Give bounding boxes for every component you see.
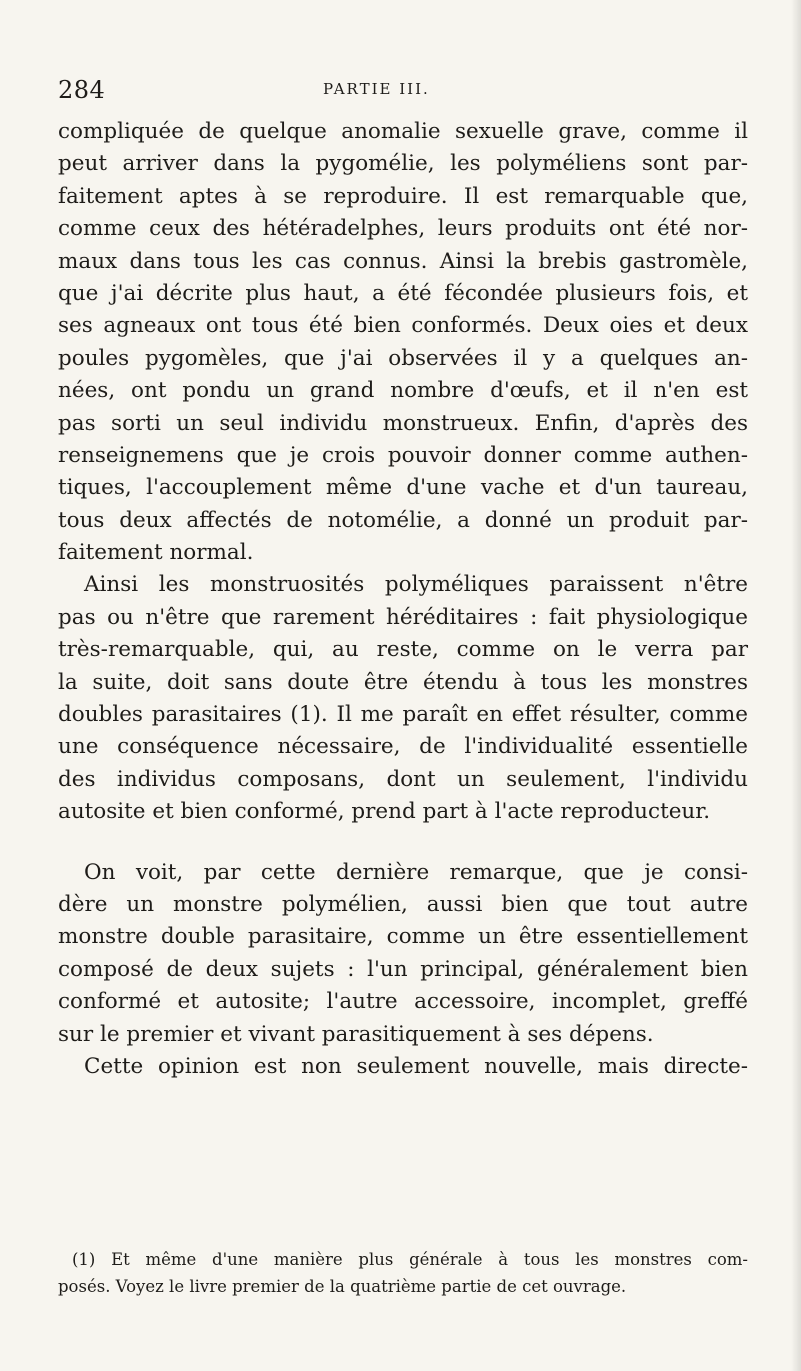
- text-line: pas sorti un seul individu monstrueux. Enfin, d'après des: [58, 410, 748, 436]
- text-line: faitement aptes à se reproduire. Il est remarquable que,: [58, 183, 748, 209]
- text-line: tiques, l'accouplement même d'une vache et d'un taureau,: [58, 475, 748, 501]
- text-line: ses agneaux ont tous été bien conformés. Deux oies et deux: [58, 313, 748, 339]
- page-edge-shadow: [791, 0, 801, 1371]
- text-line: sur le premier et vivant parasitiquement à ses dépens.: [58, 1021, 654, 1047]
- text-line: tous deux affectés de notomélie, a donné un produit par-: [58, 507, 748, 533]
- text-line: On voit, par cette dernière remarque, que je consi-: [84, 859, 748, 885]
- footnote: [58, 1246, 748, 1300]
- text-line: une conséquence nécessaire, de l'individualité essentielle: [58, 734, 748, 760]
- text-line: compliquée de quelque anomalie sexuelle grave, comme il: [58, 119, 748, 144]
- body-text: [58, 116, 748, 1083]
- text-line: conformé et autosite; l'autre accessoire, incomplet, greffé: [58, 989, 748, 1015]
- text-line: faitement normal.: [58, 540, 254, 566]
- text-line: autosite et bien conformé, prend part à l'acte reproducteur.: [58, 799, 711, 825]
- text-line: que j'ai décrite plus haut, a été fécondée plusieurs fois, et: [58, 280, 748, 306]
- paragraph-gap: [58, 829, 748, 857]
- text-line: renseignemens que je crois pouvoir donner comme authen-: [58, 442, 748, 468]
- text-line: monstre double parasitaire, comme un être essentiellement: [58, 924, 748, 950]
- text-line: peut arriver dans la pygomélie, les polyméliens sont par-: [58, 151, 748, 177]
- page-header: [58, 76, 738, 110]
- text-line: Cette opinion est non seulement nouvelle, mais directe-: [84, 1053, 748, 1079]
- running-head: PARTIE III.: [323, 80, 430, 98]
- text-line: maux dans tous les cas connus. Ainsi la brebis gastromèle,: [58, 248, 748, 274]
- text-line: pas ou n'être que rarement héréditaires : fait physiologique: [58, 604, 748, 630]
- text-line: comme ceux des hétéradelphes, leurs produits ont été nor-: [58, 216, 748, 242]
- text-line: des individus composans, dont un seulement, l'individu: [58, 766, 748, 792]
- text-line: poules pygomèles, que j'ai observées il y a quelques an-: [58, 345, 748, 371]
- footnote-line: (1) Et même d'une manière plus générale à tous les monstres com-: [72, 1250, 748, 1269]
- text-line: nées, ont pondu un grand nombre d'œufs, et il n'en est: [58, 378, 748, 404]
- text-line: composé de deux sujets : l'un principal, généralement bien: [58, 956, 748, 982]
- footnote-line: posés. Voyez le livre premier de la quatrième partie de cet ouvrage.: [58, 1277, 627, 1296]
- text-line: dère un monstre polymélien, aussi bien que tout autre: [58, 891, 748, 917]
- text-line: la suite, doit sans doute être étendu à tous les monstres: [58, 669, 748, 695]
- page-number: 284: [58, 76, 106, 104]
- text-line: Ainsi les monstruosités polyméliques paraissent n'être: [84, 572, 748, 598]
- text-line: doubles parasitaires (1). Il me paraît en effet résulter, comme: [58, 702, 748, 728]
- text-line: très-remarquable, qui, au reste, comme on le verra par: [58, 637, 748, 663]
